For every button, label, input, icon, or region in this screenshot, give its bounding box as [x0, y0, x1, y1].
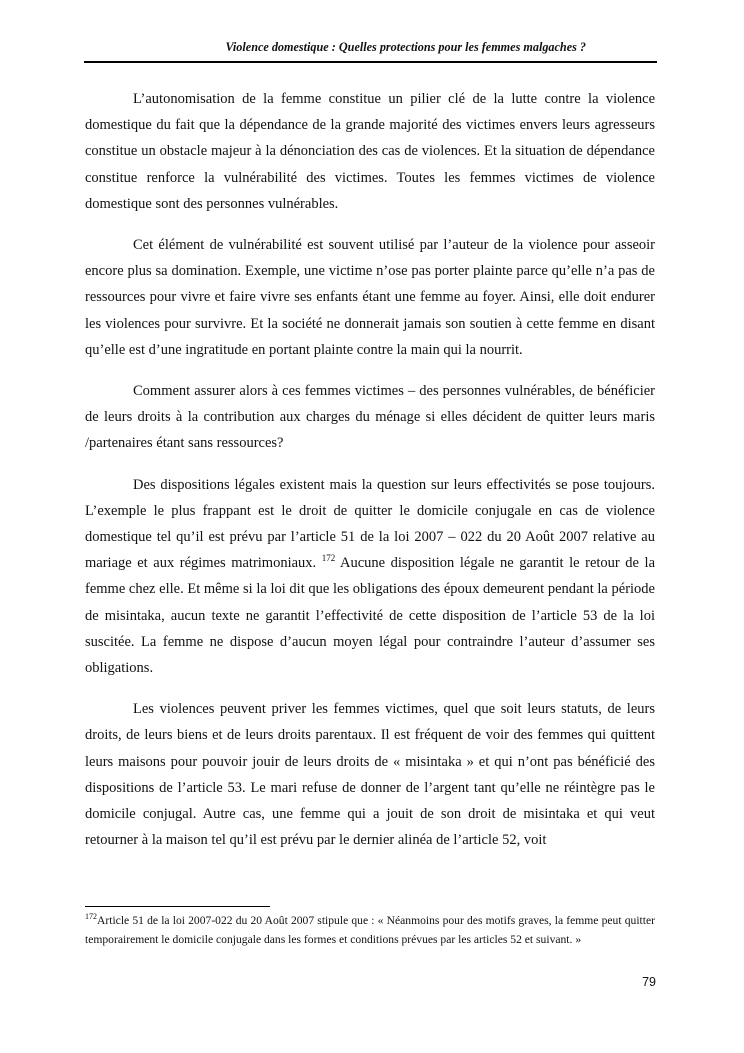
footnote-text: Article 51 de la loi 2007-022 du 20 Août 2007 stipule que : « Néanmoins pour des motifs graves, la femme peut quitter temporairement le domicile conjugale dans les formes et conditions prévues par les articles 52 et suivant. »: [85, 914, 655, 946]
footnote-separator: [85, 906, 270, 907]
footnote-number: 172: [85, 912, 97, 921]
running-header: Violence domestique : Quelles protections pour les femmes malgaches ?: [225, 40, 586, 54]
paragraph-1: L’autonomisation de la femme constitue un pilier clé de la lutte contre la violence domestique du fait que la dépendance de la grande majorité des victimes envers leurs agresseurs constitue un obstacle majeur à la dénonciation des cas de violences. Et la situation de dépendance constitue renforce la vulnérabilité des victimes. Toutes les femmes victimes de violence domestique sont des personnes vulnérables.: [85, 91, 655, 212]
footnote-reference[interactable]: 172: [321, 553, 336, 564]
paragraph-2: Cet élément de vulnérabilité est souvent utilisé par l’auteur de la violence pour asseoir encore plus sa domination. Exemple, une victime n’ose pas porter plainte parce qu’elle n’a pas de ressources pour vivre et faire vivre ses enfants étant une femme au foyer. Ainsi, elle doit endurer les violences pour survivre. Et la société ne donnerait jamais son soutien à cette femme en disant qu’elle est d’une ingratitude en portant plainte contre la main qui la nourrit.: [85, 237, 655, 358]
footnote: [85, 912, 655, 949]
paragraph-4: [85, 472, 655, 682]
header-rule: [84, 61, 657, 63]
paragraph-5: Les violences peuvent priver les femmes victimes, quel que soit leurs statuts, de leurs droits, de leurs biens et de leurs droits parentaux. Il est fréquent de voir des femmes qui quittent leurs maisons pour pouvoir jouir de leurs droits de « misintaka » et qui n’ont pas bénéficié des dispositions de l’article 53. Le mari refuse de donner de l’argent tant qu’elle ne réintègre pas le domicile conjugal. Autre cas, une femme qui a jouit de son droit de misintaka et qui veut retourner à la maison tel qu’il est prévu par le dernier alinéa de l’article 52, voit: [85, 701, 655, 849]
paragraph-3: Comment assurer alors à ces femmes victimes – des personnes vulnérables, de bénéficier de leurs droits à la contribution aux charges du ménage si elles décident de quitter leurs maris /partenaires étant sans ressources?: [85, 383, 655, 452]
body-text: [85, 86, 655, 853]
paragraph-4-part-1: Des dispositions légales existent mais la question sur leurs effectivités se pose toujours. L’exemple le plus frappant est le droit de quitter le domicile conjugale en cas de violence domestique tel qu’il est prévu par l’article 51 de la loi 2007 – 022 du 20 Août 2007 relative au mariage et aux régimes matrimoniaux.: [85, 476, 655, 572]
page-number: 79: [642, 975, 656, 989]
paragraph-4-part-2: Aucune disposition légale ne garantit le retour de la femme chez elle. Et même si la loi dit que les obligations des époux demeurent pendant la période de misintaka, aucun texte ne garantit l’effectivité de cette disposition de l’article 53 de la loi suscitée. La femme ne dispose d’aucun moyen légal pour contraindre l’auteur d’assumer ses obligations.: [85, 555, 656, 677]
